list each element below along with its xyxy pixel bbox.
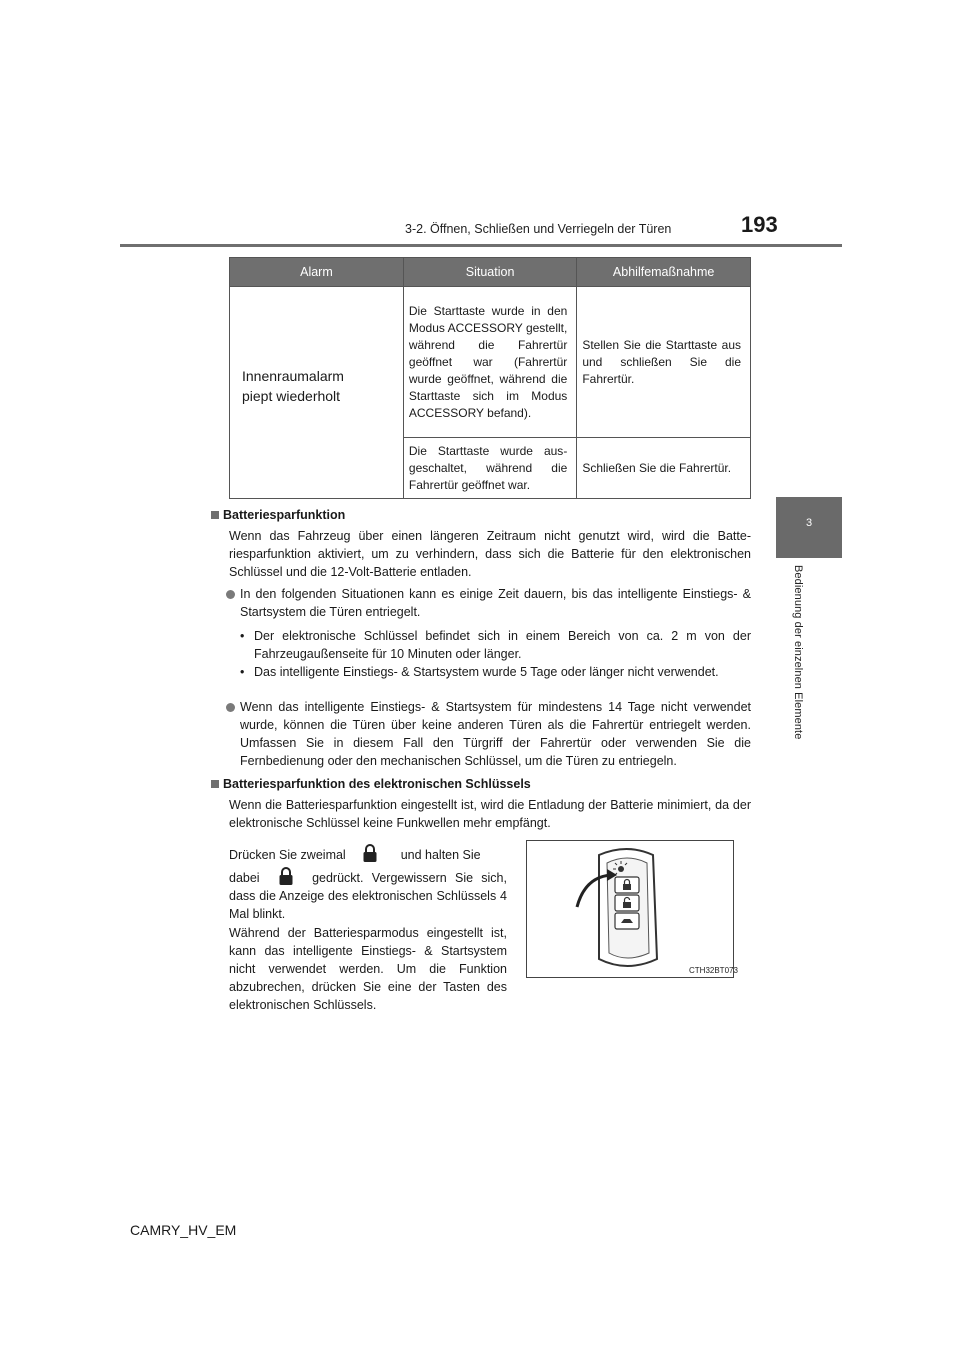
alarm-cell bbox=[230, 287, 404, 499]
key-saver-heading-line bbox=[211, 775, 751, 793]
table-row bbox=[230, 287, 751, 438]
key-saver-text-c: dabei bbox=[229, 871, 260, 885]
table-header-remedy: Abhilfemaßnahme bbox=[577, 258, 751, 287]
bullet-item-2: Wenn das intelligente Einstiegs- & Startsystem für mindestens 14 Tage nicht verwendet wurde, können die Türen über keine anderen Türen als die Fahrertür entriegelt werden. Umfassen Sie in diesem Fall den Türgriff der Fahrertür oder verwenden Sie die Fernbedienung oder den mechanischen Schlüssel, um die Türen zu entriegeln. bbox=[240, 700, 751, 768]
remedy-cell: Stellen Sie die Starttaste aus und schließen Sie die Fahrertür. bbox=[577, 287, 751, 438]
sub-bullet-item-2: Das intelligente Einstiegs- & Startsystem wurde 5 Tage oder länger nicht verwendet. bbox=[254, 665, 719, 679]
chapter-tab-label: Bedienung der einzelnen Elemente bbox=[792, 565, 804, 740]
bullet-item-1: In den folgenden Situationen kann es einige Zeit dauern, bis das intelligente Einstiegs- & Startsystem die Türen entriegelt. bbox=[240, 587, 751, 619]
battery-saver-intro: Wenn das Fahrzeug über einen längeren Zeitraum nicht genutzt wird, wird die Batteriesparfunktion aktiviert, um zu verhindern, dass sich die Batterie für den elektronischen Schlüssel und die 12-Volt-Batterie entladen. bbox=[229, 529, 751, 579]
table-header-situation: Situation bbox=[403, 258, 576, 287]
situation-cell: Die Starttaste wurde in den Modus ACCESSORY gestellt, während die Fahrertür geöffnet war (Fahrertür wurde geöffnet, während die Starttaste sich im Modus ACCESSORY befand). bbox=[403, 287, 576, 438]
page-number: 193 bbox=[741, 212, 778, 237]
battery-saver-heading: Batteriesparfunktion bbox=[223, 508, 346, 522]
key-figure bbox=[526, 840, 738, 978]
table-header-row bbox=[230, 258, 751, 287]
section-square-marker bbox=[211, 511, 219, 519]
sub-bullet-marker: • bbox=[240, 665, 245, 679]
key-saver-text-e: Während der Batteriesparmodus eingestellt ist, kann das intelligente Einstiegs- & Startsystem nicht verwendet werden. Um die Funktion abzubrechen, drücken Sie eine der Tasten des elektronischen Schlüssels. bbox=[229, 926, 507, 1012]
lock-icon bbox=[362, 843, 378, 863]
key-saver-text-a: Drücken Sie zweimal bbox=[229, 848, 346, 862]
sub-bullet-item-1: Der elektronische Schlüssel befindet sich in einem Bereich von ca. 2 m von der Fahrzeugaußenseite für 10 Minuten oder länger. bbox=[254, 629, 751, 661]
key-saver-text-b: und halten Sie bbox=[400, 848, 481, 862]
key-saver-intro: Wenn die Batteriesparfunktion eingestellt ist, wird die Entladung der Batterie minimiert, da der elektronische Schlüssel keine Funkwellen mehr empfängt. bbox=[229, 798, 751, 830]
figure-code: CTH32BT073 bbox=[689, 966, 738, 975]
electronic-key-illustration bbox=[527, 841, 738, 977]
battery-saver-heading-line bbox=[211, 506, 751, 524]
alarm-line-2: piept wiederholt bbox=[242, 387, 341, 404]
table-header-alarm: Alarm bbox=[230, 258, 404, 287]
key-saver-line-1 bbox=[229, 843, 507, 864]
remedy-cell: Schließen Sie die Fahrertür. bbox=[577, 438, 751, 499]
key-saver-text-d: gedrückt. Vergewissern Sie sich, dass die Anzeige des elektronischen Schlüssels 4 Mal blinkt. bbox=[229, 871, 507, 921]
alarm-table bbox=[229, 257, 751, 499]
section-square-marker bbox=[211, 780, 219, 788]
chapter-tab-number: 3 bbox=[805, 517, 813, 529]
key-saver-line-2 bbox=[229, 866, 507, 923]
alarm-line-1: Innenraumalarm bbox=[242, 367, 344, 384]
lock-icon bbox=[278, 866, 294, 886]
sub-bullet-marker: • bbox=[240, 629, 245, 643]
bullet-dot bbox=[226, 698, 238, 716]
bullet-dot bbox=[226, 585, 238, 603]
model-code: CAMRY_HV_EM bbox=[130, 1222, 237, 1238]
header-rule bbox=[120, 244, 842, 247]
key-saver-heading: Batteriesparfunktion des elektronischen Schlüssels bbox=[223, 777, 531, 791]
situation-cell: Die Starttaste wurde ausgeschaltet, während die Fahrertür geöffnet war. bbox=[403, 438, 576, 499]
section-title: 3-2. Öffnen, Schließen und Verriegeln der Türen bbox=[405, 222, 672, 236]
